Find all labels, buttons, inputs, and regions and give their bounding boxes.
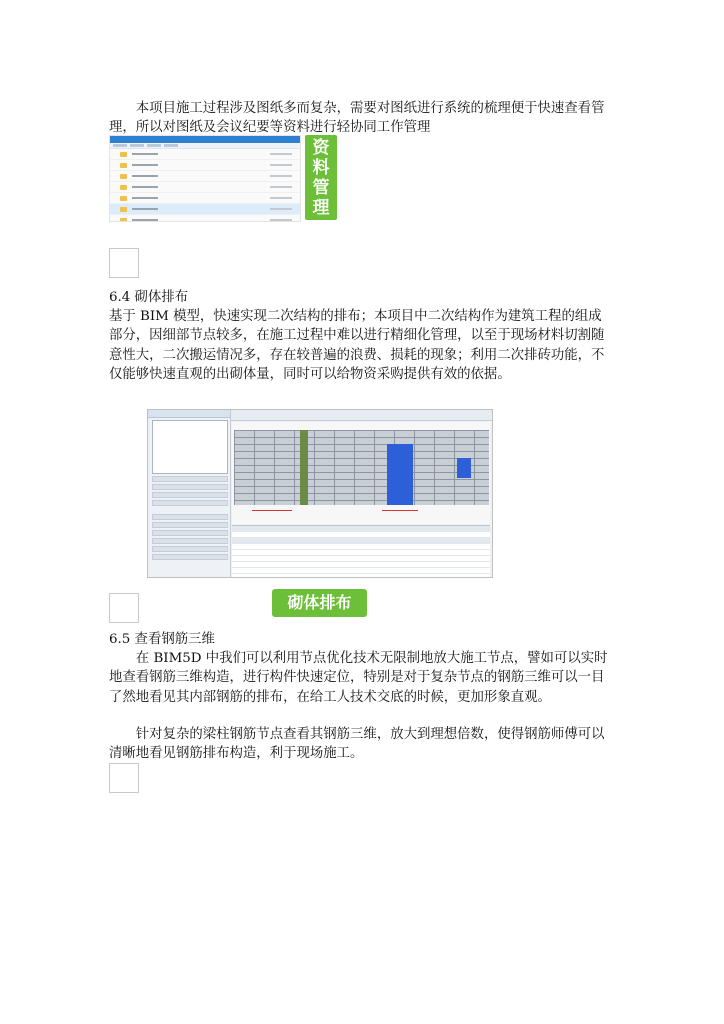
section-6-5-paragraph-2: 针对复杂的梁柱钢筋节点查看其钢筋三维，放大到理想倍数，使得钢筋师傅可以清晰地看见钢筋排布构造，利于现场施工。 xyxy=(109,727,605,762)
section-heading-6-4: 6.4 砌体排布 xyxy=(109,290,189,305)
file-manager-screenshot xyxy=(109,135,301,222)
masonry-badge: 砌体排布 xyxy=(272,589,367,617)
intro-paragraph: 本项目施工过程涉及图纸多而复杂，需要对图纸进行系统的梳理便于快速查看管理，所以对图纸及会议纪要等资料进行轻协同工作管理 xyxy=(109,101,605,136)
masonry-layout-screenshot xyxy=(147,409,493,578)
image-placeholder xyxy=(109,248,139,278)
section-heading-6-5: 6.5 查看钢筋三维 xyxy=(109,632,215,647)
doc-management-badge: 资 料 管 理 xyxy=(305,135,337,220)
image-placeholder xyxy=(109,593,139,623)
section-6-5-paragraph-1: 在 BIM5D 中我们可以利用节点优化技术无限制地放大施工节点，譬如可以实时地查看钢筋三维构造，进行构件快速定位，特别是对于复杂节点的钢筋三维可以一目了然地看见其内部钢筋的排布，在给工人技术交底的时候，更加形象直观。 xyxy=(109,651,608,705)
image-placeholder xyxy=(109,763,139,793)
section-6-4-body: 基于 BIM 模型，快速实现二次结构的排布；本项目中二次结构作为建筑工程的组成部分，因细部节点较多，在施工过程中难以进行精细化管理，以至于现场材料切割随意性大，二次搬运情况多，存在较普遍的浪费、损耗的现象；利用二次排砖功能，不仅能够快速直观的出砌体量，同时可以给物资采购提供有效的依据。 xyxy=(109,309,605,382)
